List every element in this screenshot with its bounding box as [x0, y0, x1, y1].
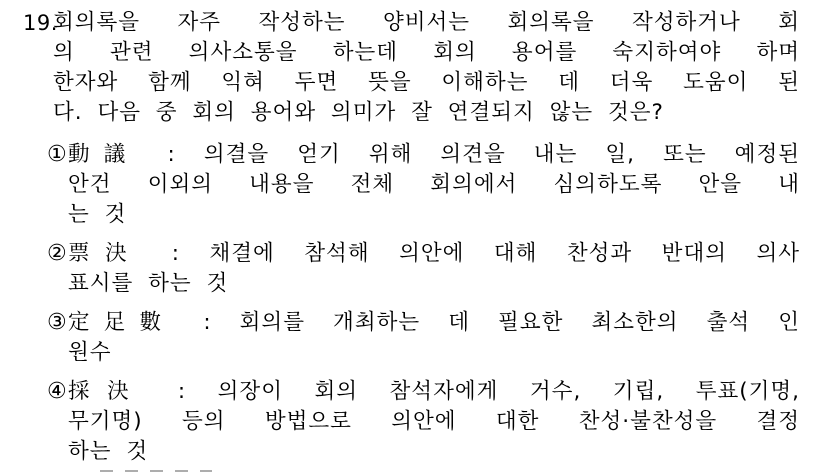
- question-text: [53, 8, 800, 128]
- option-4-line-2: 무기명) 등의 방법으로 의안에 대한 찬성·불찬성을 결정: [68, 409, 800, 434]
- option-3-line-2: 원수: [68, 340, 112, 365]
- option-1-line-2: 안건 이외의 내용을 전체 회의에서 심의하도록 안을 내: [68, 172, 800, 197]
- option-3: [0, 308, 826, 368]
- option-2-line-2: 표시를 하는 것: [68, 271, 229, 296]
- option-1: [0, 140, 826, 230]
- option-4: [0, 377, 826, 467]
- question-line-2: 의 관련 의사소통을 하는데 회의 용어를 숙지하여야 하며: [53, 40, 800, 65]
- question-number: 19.: [23, 11, 58, 35]
- option-1-line-1: 動議 : 의결을 얻기 위해 의견을 내는 일, 또는 예정된: [68, 142, 800, 167]
- question-line-3: 한자와 함께 익혀 두면 뜻을 이해하는 데 더욱 도움이 된: [53, 70, 800, 95]
- option-4-line-3: 하는 것: [68, 439, 149, 464]
- option-4-number: ④: [47, 379, 67, 404]
- option-1-text: [68, 140, 800, 230]
- option-2-line-1: 票決 : 채결에 참석해 의안에 대해 찬성과 반대의 의사: [68, 241, 800, 266]
- option-3-text: [68, 308, 800, 368]
- option-2-text: [68, 239, 800, 299]
- option-2: [0, 239, 826, 299]
- option-4-text: [68, 377, 800, 467]
- option-3-line-1: 定足數 : 회의를 개최하는 데 필요한 최소한의 출석 인: [68, 310, 800, 335]
- question-19: [0, 8, 826, 128]
- option-3-number: ③: [47, 310, 67, 335]
- option-4-line-1: 採決 : 의장이 회의 참석자에게 거수, 기립, 투표(기명,: [68, 379, 800, 404]
- option-2-number: ②: [47, 241, 67, 266]
- question-line-4: 다. 다음 중 회의 용어와 의미가 잘 연결되지 않는 것은?: [53, 100, 664, 125]
- question-line-1: 회의록을 자주 작성하는 양비서는 회의록을 작성하거나 회: [53, 10, 800, 35]
- option-1-number: ①: [47, 142, 67, 167]
- option-1-line-3: 는 것: [68, 202, 127, 227]
